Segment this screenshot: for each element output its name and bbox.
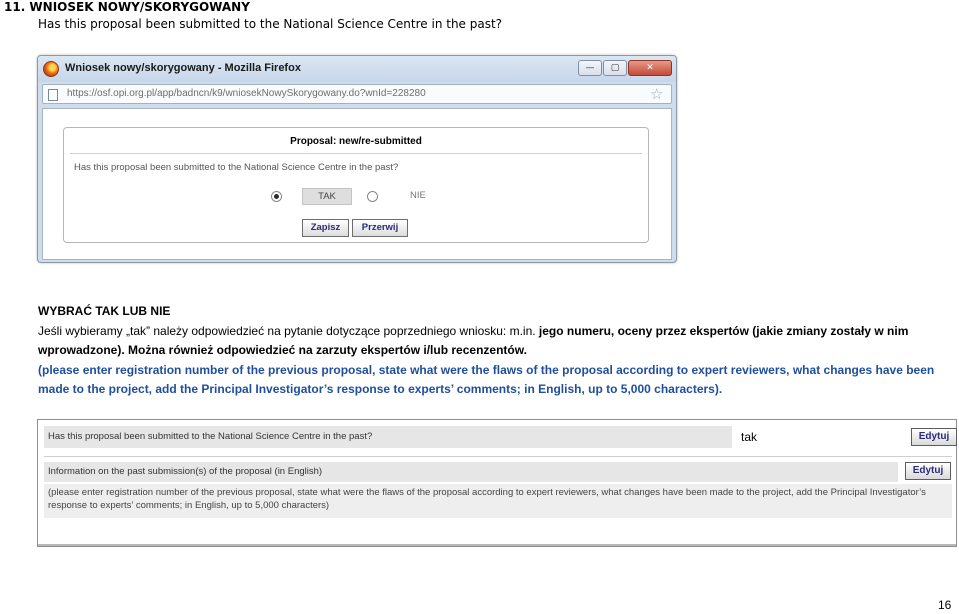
radio-nie[interactable] bbox=[367, 191, 378, 202]
instruction-text bbox=[38, 322, 954, 360]
save-button[interactable]: Zapisz bbox=[302, 219, 349, 237]
maximize-button[interactable]: ▢ bbox=[603, 60, 627, 76]
firefox-logo-icon bbox=[43, 61, 59, 77]
info-text: (please enter registration number of the previous proposal, state what were the flaws of the proposal according to expert reviewers, what changes have been made to the project, add the Principal Investigator’s response to experts’ comments; in English, up to 5,000 characters) bbox=[44, 484, 952, 518]
page-icon bbox=[48, 89, 58, 101]
window-titlebar bbox=[38, 56, 676, 82]
instruction-english: (please enter registration number of the previous proposal, state what were the flaws of the proposal according to expert reviewers, what changes have been made to the project, add the Principal Investigator’s response to experts’ comments; in English, up to 5,000 characters). bbox=[38, 363, 935, 396]
minimize-button[interactable]: — bbox=[578, 60, 602, 76]
browser-content bbox=[42, 108, 672, 260]
dialog-title: Proposal: new/re-submitted bbox=[290, 136, 422, 147]
bookmark-star-icon[interactable]: ☆ bbox=[650, 85, 664, 103]
panel-answer: tak bbox=[741, 430, 758, 444]
option-nie-label[interactable]: NIE bbox=[410, 190, 426, 201]
window-title: Wniosek nowy/skorygowany - Mozilla Firefox bbox=[65, 62, 301, 74]
section-subheading: Has this proposal been submitted to the National Science Centre in the past? bbox=[38, 17, 503, 31]
close-window-button[interactable]: ✕ bbox=[628, 60, 672, 76]
instruction-text-plain: Jeśli wybieramy „tak” należy odpowiedzieć na pytanie dotyczące poprzedniego wniosku: m.in. bbox=[38, 324, 539, 338]
divider bbox=[70, 153, 642, 154]
url-text[interactable]: https://osf.opi.org.pl/app/badncn/k9/wniosekNowySkorygowany.do?wnId=228280 bbox=[67, 88, 426, 99]
url-bar[interactable] bbox=[42, 84, 672, 104]
edit-info-button[interactable]: Edytuj bbox=[905, 462, 951, 480]
instruction-text-bold: jego numeru, oceny przez ekspertów (jakie zmiany zostały w nim wprowadzone). Można również odpowiedzieć na zarzuty ekspertów i/lub recenzentów. bbox=[38, 324, 909, 357]
firefox-window-screenshot bbox=[37, 55, 677, 263]
info-label: Information on the past submission(s) of the proposal (in English) bbox=[44, 462, 898, 482]
answer-panel-screenshot bbox=[37, 419, 957, 547]
dialog-question: Has this proposal been submitted to the National Science Centre in the past? bbox=[74, 162, 399, 173]
instruction-heading: WYBRAĆ TAK LUB NIE bbox=[38, 304, 171, 318]
radio-tak[interactable] bbox=[271, 191, 282, 202]
option-tak-label[interactable]: TAK bbox=[302, 188, 352, 205]
section-heading: 11. WNIOSEK NOWY/SKORYGOWANY bbox=[4, 0, 250, 14]
page-number: 16 bbox=[938, 598, 952, 612]
edit-button[interactable]: Edytuj bbox=[911, 428, 957, 446]
divider bbox=[44, 456, 952, 457]
question-row bbox=[44, 426, 952, 450]
panel-question: Has this proposal been submitted to the National Science Centre in the past? bbox=[44, 426, 732, 448]
cancel-button[interactable]: Przerwij bbox=[352, 219, 408, 237]
proposal-dialog bbox=[63, 127, 649, 243]
